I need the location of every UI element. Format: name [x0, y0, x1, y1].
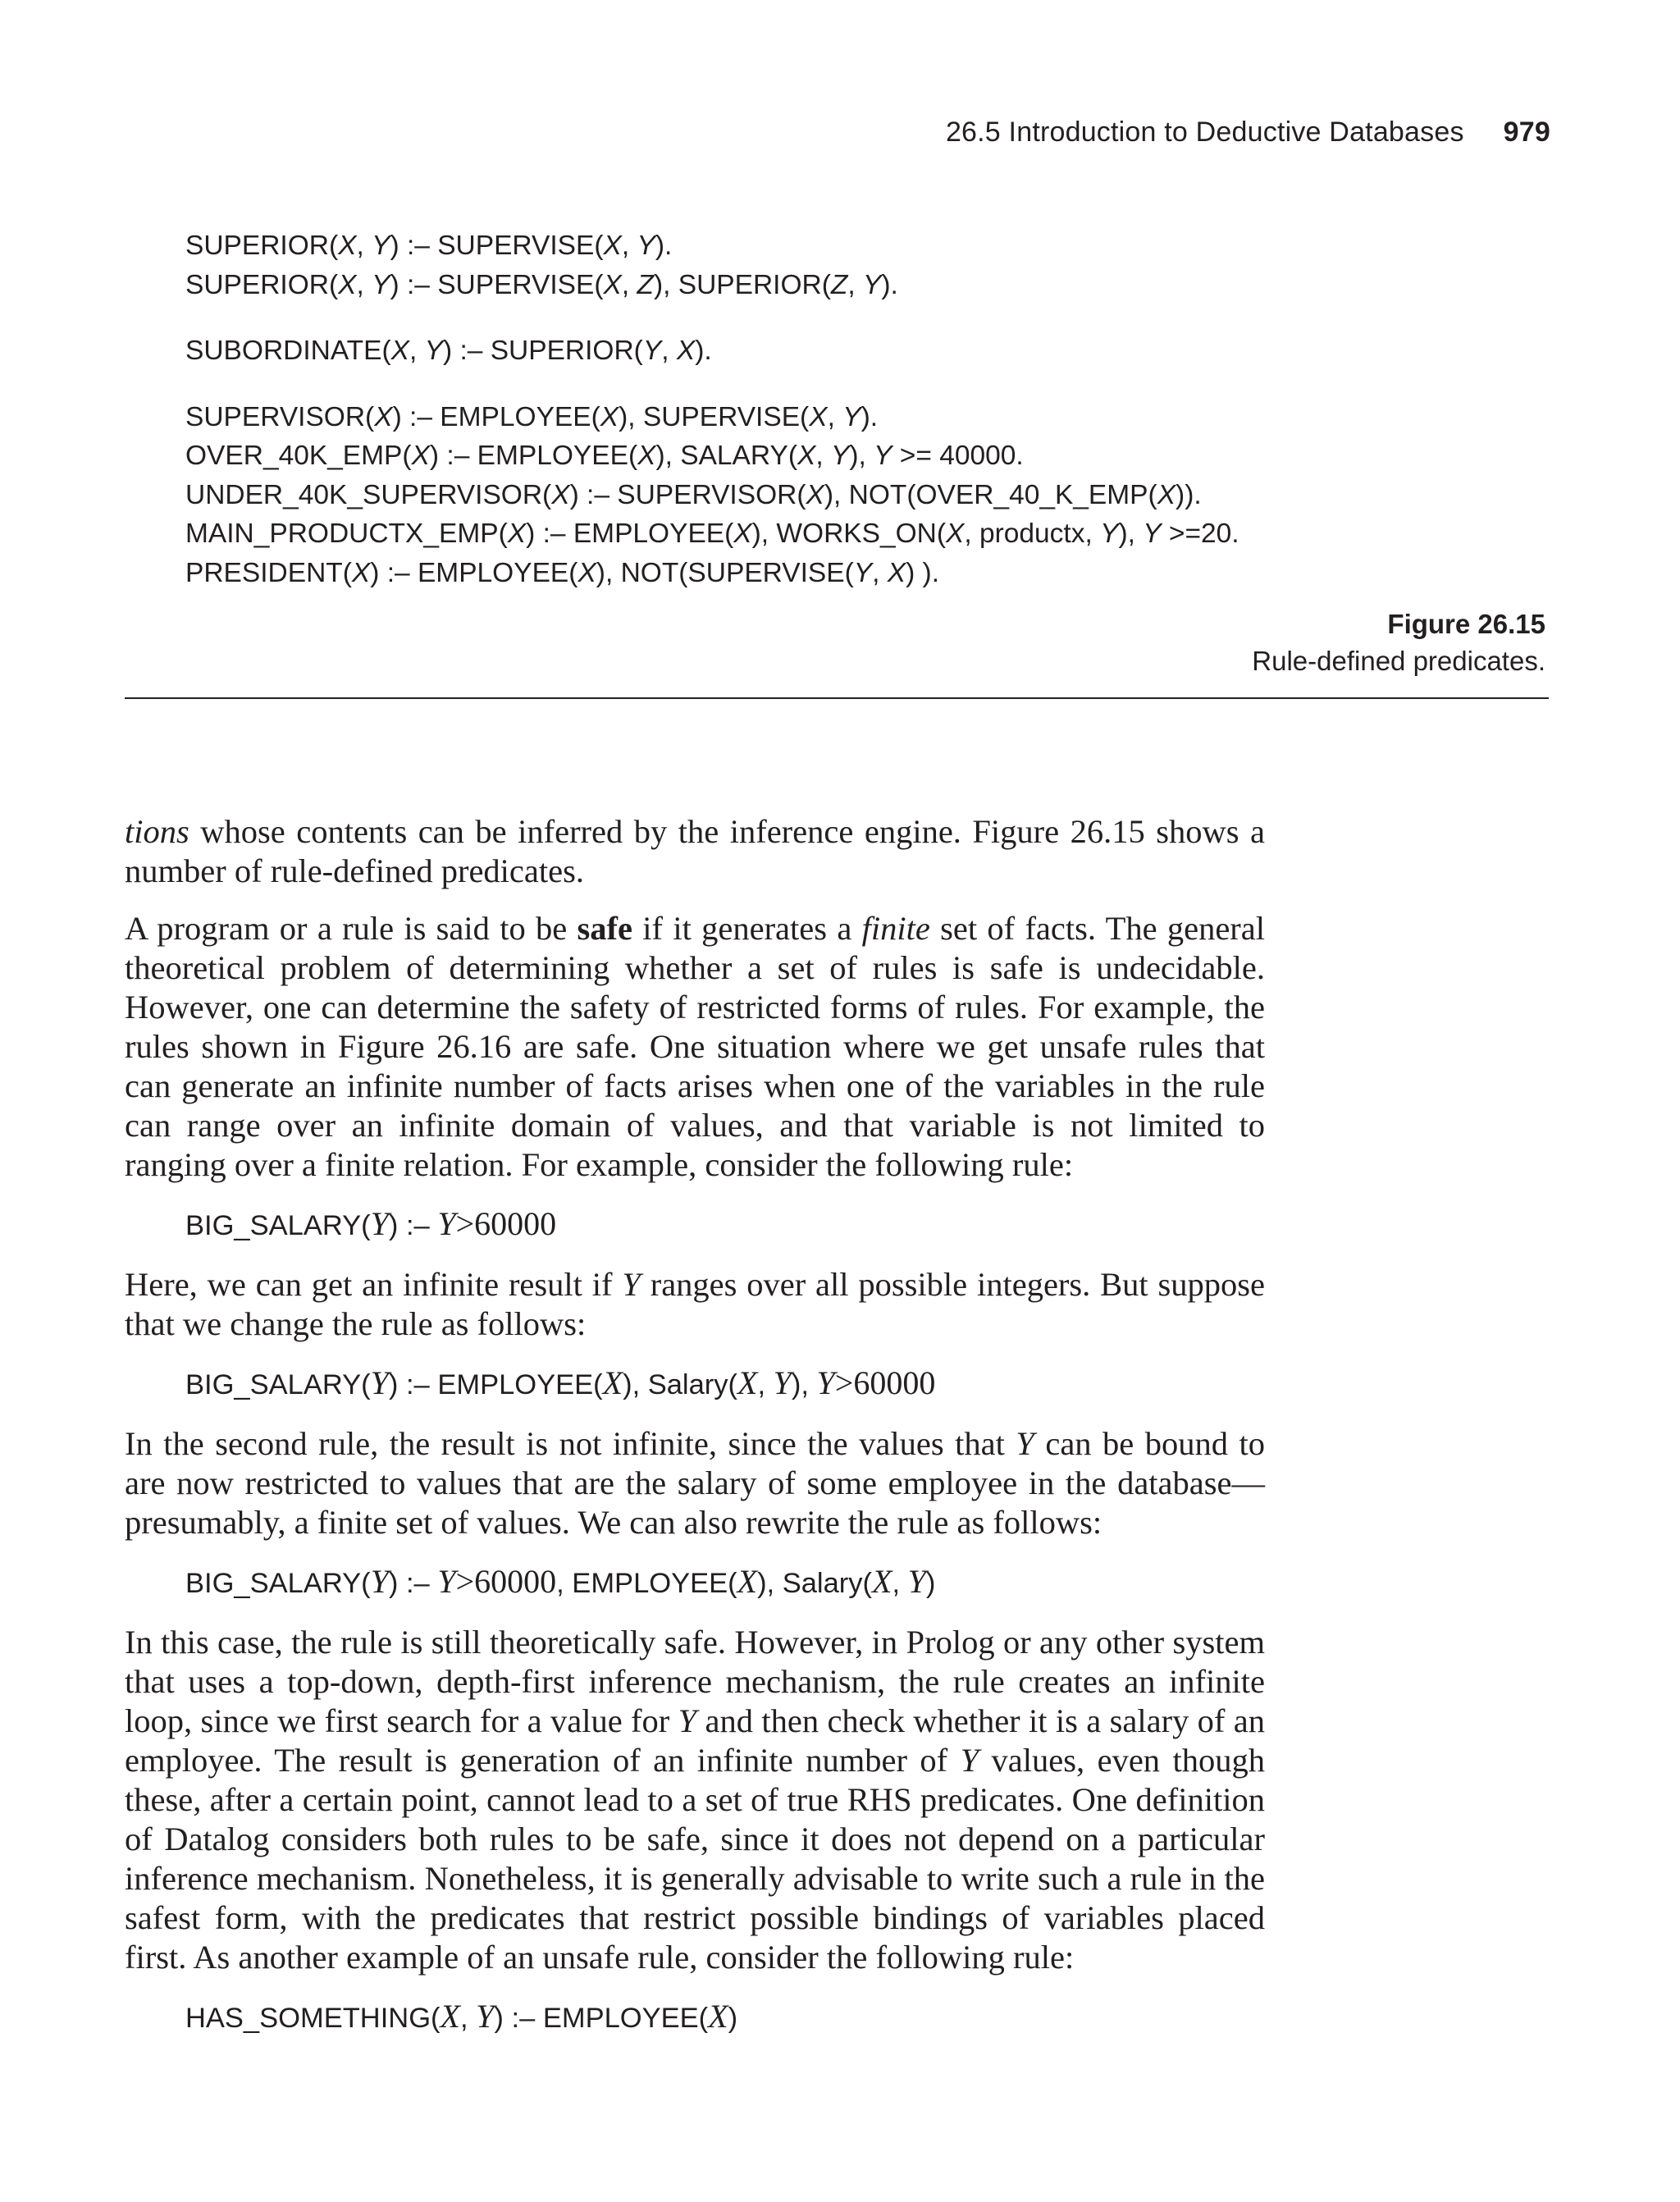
figure-divider [125, 697, 1549, 699]
page-number: 979 [1503, 116, 1550, 148]
code-rule: HAS_SOMETHING(X, Y) :– EMPLOYEE(X) [185, 1998, 738, 2035]
figure-caption-title: Figure 26.15 [1387, 609, 1545, 639]
running-head [0, 116, 1550, 148]
rule-line: MAIN_PRODUCTX_EMP(X) :– EMPLOYEE(X), WORKS_ON(X, productx, Y), Y >=20. [185, 519, 1239, 549]
code-rule: BIG_SALARY(Y) :– Y>60000 [185, 1205, 557, 1242]
rule-line: SUPERIOR(X, Y) :– SUPERVISE(X, Z), SUPERIOR(Z, Y). [185, 269, 898, 300]
code-rule: BIG_SALARY(Y) :– Y>60000, EMPLOYEE(X), Salary(X, Y) [185, 1563, 936, 1600]
figure-caption-text: Rule-defined predicates. [1252, 646, 1545, 676]
paragraph: In the second rule, the result is not infinite, since the values that Y can be bound to are now restricted to values that are the salary of some employee in the database—presumably, a finite set of values. We can also rewrite the rule as follows: [125, 1425, 1265, 1541]
rule-line: PRESIDENT(X) :– EMPLOYEE(X), NOT(SUPERVISE(Y, X) ). [185, 557, 940, 588]
rule-line: SUPERVISOR(X) :– EMPLOYEE(X), SUPERVISE(X, Y). [185, 401, 879, 432]
code-rule: BIG_SALARY(Y) :– EMPLOYEE(X), Salary(X, Y), Y>60000 [185, 1364, 936, 1401]
section-title: 26.5 Introduction to Deductive Databases [945, 116, 1464, 148]
body-text [125, 812, 1265, 2058]
rule-line: SUPERIOR(X, Y) :– SUPERVISE(X, Y). [185, 231, 673, 261]
figure-rules [185, 226, 1239, 592]
rule-line: OVER_40K_EMP(X) :– EMPLOYEE(X), SALARY(X, Y), Y >= 40000. [185, 441, 1024, 471]
paragraph: A program or a rule is said to be safe if it generates a finite set of facts. The general theoretical problem of determining whether a set of rules is safe is undecidable. However, one can determine the safety of restricted forms of rules. For example, the rules shown in Figure 26.16 are safe. One situation where we get unsafe rules that can generate an infinite number of facts arises when one of the variables in the rule can range over an infinite domain of values, and that variable is not limited to ranging over a finite relation. For example, consider the following rule: [125, 910, 1266, 1183]
paragraph: In this case, the rule is still theoretically safe. However, in Prolog or any other system that uses a top-down, depth-first inference mechanism, the rule creates an infinite loop, since we first search for a value for Y and then check whether it is a salary of an employee. The result is generation of an infinite number of Y values, even though these, after a certain point, cannot lead to a set of true RHS predicates. One definition of Datalog considers both rules to be safe, since it does not depend on a particular inference mechanism. Nonetheless, it is generally advisable to write such a rule in the safest form, with the predicates that restrict possible bindings of variables placed first. As another example of an unsafe rule, consider the following rule: [125, 1624, 1266, 1976]
paragraph: tions whose contents can be inferred by the inference engine. Figure 26.15 shows a number of rule-defined predicates. [125, 813, 1265, 889]
paragraph: Here, we can get an infinite result if Y ranges over all possible integers. But suppose that we change the rule as follows: [125, 1266, 1265, 1342]
rule-line: UNDER_40K_SUPERVISOR(X) :– SUPERVISOR(X), NOT(OVER_40_K_EMP(X)). [185, 479, 1202, 510]
rule-line: SUBORDINATE(X, Y) :– SUPERIOR(Y, X). [185, 336, 712, 366]
figure-caption [1252, 605, 1545, 679]
